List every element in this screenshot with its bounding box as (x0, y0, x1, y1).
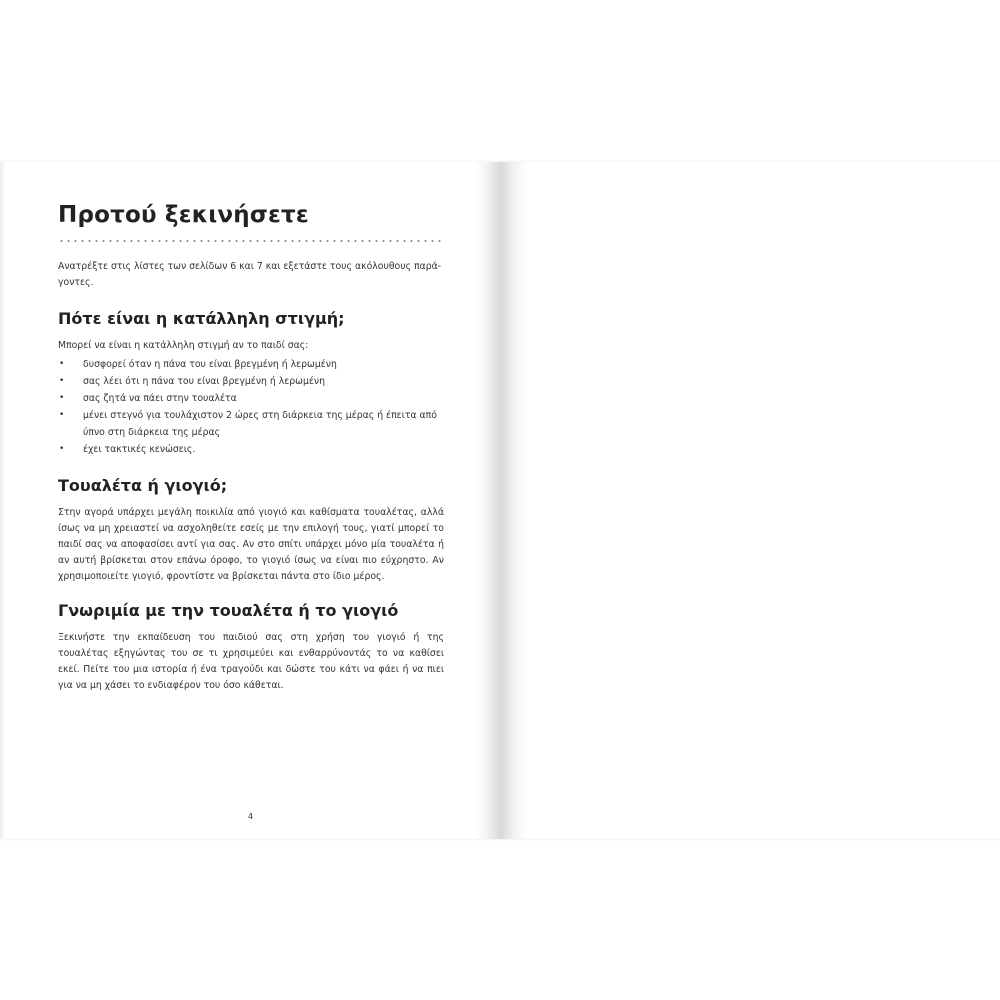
gutter-shadow-left (476, 162, 500, 839)
list-item: • έχει τακτικές κενώσεις. (58, 441, 444, 458)
page-content (58, 202, 444, 694)
section-body-toilet-or-potty: Στην αγορά υπάρχει μεγάλη ποικιλία από γιογιό και καθίσματα τουαλέτας, αλλά ίσως να μη χρειαστεί να ασχοληθείτε εσείς με την επιλογή τους, γιατί μπορεί το παιδί σας να αποφασίσει αντί για σας. Αν στο σπίτι υπάρχει μόνο μία τουαλέτα ή αν αυτή βρίσκεται στον επάνω όροφο, το γιογιό ίσως να είναι πιο εύχρηστο. Αν χρησιμοποιείτε γιογιό, φροντίστε να βρίσκεται πάντα στο ίδιο μέρος. (58, 507, 444, 582)
gutter-shadow-right (500, 162, 526, 839)
section-body-introduction: Ξεκινήστε την εκπαίδευση του παιδιού σας στη χρήση του γιογιό ή της τουαλέτας εξηγώντας του σε τι χρησιμεύει και ενθαρρύνοντάς το να καθίσει εκεί. Πείτε του μια ιστορία ή ένα τραγούδι και δώστε του κάτι να φάει ή να πιει για να μη χάσει το ενδιαφέρον του όσο κάθεται. (58, 632, 444, 691)
intro-text: Ανατρέξτε στις λίστες των σελίδων 6 και 7 και εξετάστε τους ακόλουθους παρά- γοντες. (58, 261, 442, 288)
bullet-glyph: • (59, 410, 65, 420)
list-item: • σας ζητά να πάει στην τουαλέτα (58, 390, 444, 407)
bullet-glyph: • (59, 393, 65, 403)
intro-paragraph (58, 259, 444, 291)
readiness-list (58, 356, 444, 458)
book-spread (0, 162, 1000, 839)
bullet-glyph: • (59, 376, 65, 386)
page-edge-shadow (0, 162, 6, 839)
section-heading-introduction: Γνωριμία με την τουαλέτα ή το γιογιό (58, 601, 399, 620)
bullet-glyph: • (59, 444, 65, 454)
section-lead-timing: Μπορεί να είναι η κατάλληλη στιγμή αν το παιδί σας: (58, 340, 309, 351)
page-number: 4 (248, 812, 254, 821)
section-heading-timing: Πότε είναι η κατάλληλη στιγμή; (58, 309, 345, 328)
list-item: • δυσφορεί όταν η πάνα του είναι βρεγμένη ή λερωμένη (58, 356, 444, 373)
dotted-divider (58, 240, 444, 242)
bullet-glyph: • (59, 359, 65, 369)
list-item: • σας λέει ότι η πάνα του είναι βρεγμένη ή λερωμένη (58, 373, 444, 390)
page-title: Προτού ξεκινήσετε (58, 202, 309, 228)
right-page-blank (500, 162, 1000, 839)
section-heading-toilet-or-potty: Τουαλέτα ή γιογιό; (58, 476, 228, 495)
left-page (0, 162, 500, 839)
list-item: • μένει στεγνό για τουλάχιστον 2 ώρες στη διάρκεια της μέρας ή έπειτα από ύπνο στη διάρκεια της μέρας (58, 407, 444, 441)
